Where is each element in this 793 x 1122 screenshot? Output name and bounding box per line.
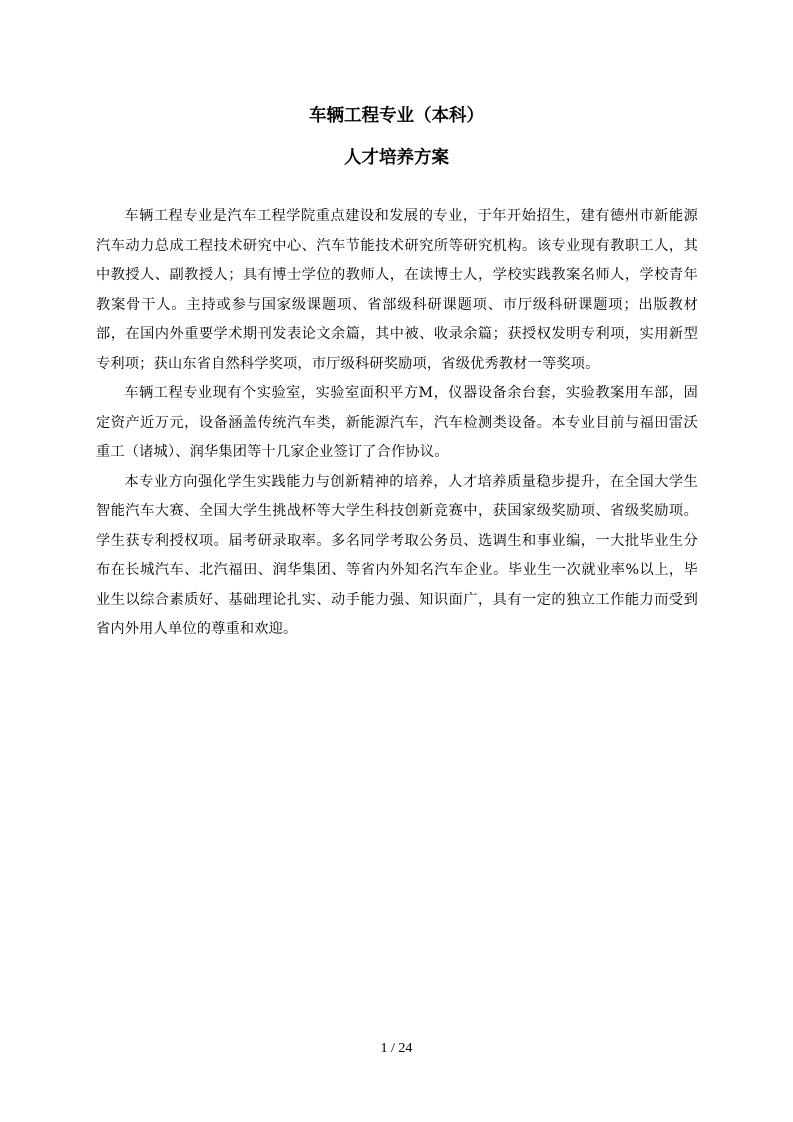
body-paragraph-3: 本专业方向强化学生实践能力与创新精神的培养，人才培养质量稳步提升，在全国大学生智能汽车大赛、全国大学生挑战杯等大学生科技创新竞赛中，获国家级奖励项、省级奖励项。学生获专利授权项。届考研录取率。多名同学考取公务员、选调生和事业编，一大批毕业生分布在长城汽车、北汽福田、润华集团、等省内外知名汽车企业。毕业生一次就业率%以上，毕业生以综合素质好、基础理论扎实、动手能力强、知识面广，具有一定的独立工作能力而受到省内外用人单位的尊重和欢迎。 [96, 473, 698, 637]
body-paragraph-1: 车辆工程专业是汽车工程学院重点建设和发展的专业，于年开始招生，建有德州市新能源汽车动力总成工程技术研究中心、汽车节能技术研究所等研究机构。该专业现有教职工人，其中教授人、副教授人；具有博士学位的教师人，在读博士人，学校实践教案名师人，学校青年教案骨干人。主持或参与国家级课题项、省部级科研课题项、市厅级科研课题项；出版教材部，在国内外重要学术期刊发表论文余篇，其中被、收录余篇；获授权发明专利项，实用新型专利项；获山东省自然科学奖项，市厅级科研奖励项，省级优秀教材一等奖项。 [96, 208, 698, 372]
document-body [96, 202, 698, 645]
document-subtitle: 人才培养方案 [344, 148, 449, 168]
page-number: 1 / 24 [380, 1041, 413, 1056]
document-title: 车辆工程专业（本科） [309, 106, 484, 126]
body-paragraph-2: 车辆工程专业现有个实验室，实验室面积平方M，仪器设备余台套，实验教案用车部，固定资产近万元，设备涵盖传统汽车类，新能源汽车，汽车检测类设备。本专业目前与福田雷沃重工（诸城）、润华集团等十几家企业签订了合作协议。 [96, 385, 698, 460]
